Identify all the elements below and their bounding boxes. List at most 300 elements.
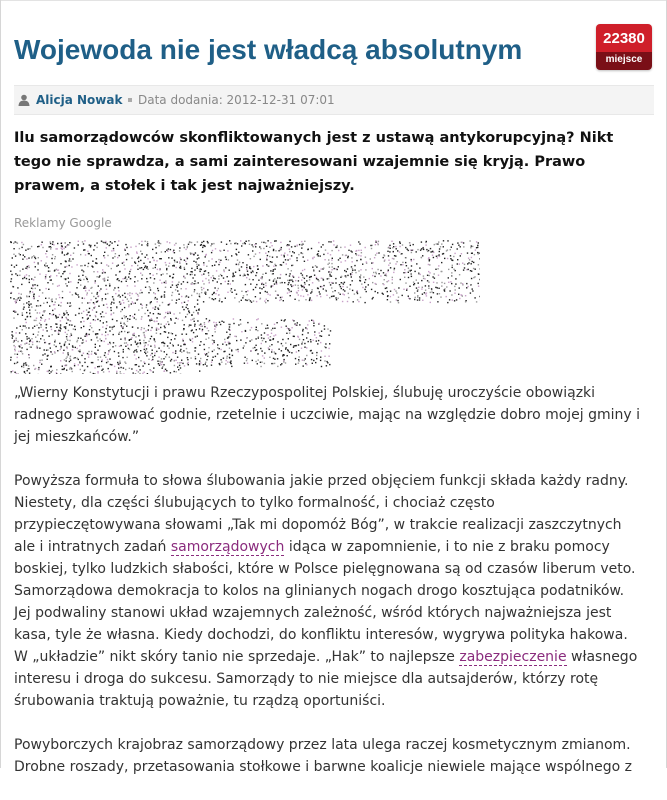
ad-noise-dot xyxy=(405,272,406,273)
ad-noise-dot xyxy=(104,272,105,273)
ad-noise-dot xyxy=(452,299,453,300)
ad-noise-dot xyxy=(135,364,136,365)
ad-noise-dot xyxy=(96,293,97,294)
ad-noise-dot xyxy=(410,273,411,274)
ad-noise-dot xyxy=(296,292,297,293)
ad-noise-dot xyxy=(68,314,69,315)
ad-noise-dot xyxy=(89,302,90,303)
ad-noise-dot xyxy=(114,351,115,352)
ad-noise-dot xyxy=(13,248,14,249)
ad-noise-dot xyxy=(31,246,32,247)
ad-noise-dot xyxy=(92,309,93,310)
ad-noise-dot xyxy=(276,283,277,284)
ad-noise-dot xyxy=(298,277,299,278)
ad-noise-dot xyxy=(144,372,145,373)
ad-noise-dot xyxy=(197,258,198,259)
ad-noise-dot xyxy=(32,284,33,285)
keyword-link-zabezpieczenie[interactable]: zabezpieczenie xyxy=(459,649,566,666)
ad-noise-dot xyxy=(22,259,23,260)
ad-noise-dot xyxy=(144,267,145,268)
ad-noise-dot xyxy=(178,344,179,345)
ad-noise-dot xyxy=(186,307,187,308)
ad-noise-dot xyxy=(319,293,320,294)
ad-noise-dot xyxy=(250,329,251,330)
ad-noise-dot xyxy=(34,277,35,278)
ad-noise-dot xyxy=(463,269,464,270)
ad-noise-dot xyxy=(456,299,457,300)
ad-noise-dot xyxy=(427,280,428,281)
ad-noise-dot xyxy=(441,285,442,286)
ad-noise-dot xyxy=(28,265,29,266)
ad-noise-dot xyxy=(163,364,164,365)
ad-noise-dot xyxy=(278,250,279,251)
ad-noise-dot xyxy=(169,242,170,243)
keyword-link-samorzadowych[interactable]: samorządowych xyxy=(171,539,285,556)
ad-noise-dot xyxy=(168,266,169,267)
ad-noise-dot xyxy=(82,297,83,298)
ad-noise-dot xyxy=(284,253,285,254)
ad-noise-dot xyxy=(459,298,460,299)
ad-noise-dot xyxy=(246,360,247,361)
ad-noise-dot xyxy=(41,242,42,243)
ad-noise-dot xyxy=(34,326,35,327)
ad-noise-dot xyxy=(144,337,145,338)
ad-noise-dot xyxy=(164,294,165,295)
ad-noise-dot xyxy=(282,339,283,340)
ad-noise-dot xyxy=(144,313,145,314)
ad-noise-dot xyxy=(42,335,43,336)
ad-noise-dot xyxy=(153,282,154,283)
ad-noise-dot xyxy=(260,366,261,367)
ad-noise-dot xyxy=(190,357,191,358)
ad-noise-dot xyxy=(29,341,30,342)
ad-noise-dot xyxy=(252,250,253,251)
ad-noise-dot xyxy=(19,345,20,346)
ad-noise-dot xyxy=(236,340,237,341)
ad-noise-dot xyxy=(299,244,300,245)
ad-noise-dot xyxy=(117,362,118,363)
rank-badge[interactable] xyxy=(596,24,652,70)
ad-noise-dot xyxy=(150,346,151,347)
ad-noise-dot xyxy=(430,251,431,252)
ad-noise-dot xyxy=(38,264,39,265)
ad-noise-dot xyxy=(207,356,208,357)
ad-noise-dot xyxy=(91,293,92,294)
ad-noise-dot xyxy=(96,336,97,337)
ad-noise-dot xyxy=(328,271,329,272)
ad-noise-dot xyxy=(59,285,60,286)
ad-noise-dot xyxy=(184,269,185,270)
ad-noise-dot xyxy=(156,252,157,253)
ad-noise-dot xyxy=(52,262,53,263)
ad-noise-dot xyxy=(256,319,257,320)
ad-noise-dot xyxy=(473,262,474,263)
ad-noise-dot xyxy=(102,269,103,270)
ad-noise-dot xyxy=(405,247,406,248)
ad-noise-dot xyxy=(40,327,41,328)
ad-noise-dot xyxy=(144,342,145,343)
ad-noise-dot xyxy=(226,244,227,245)
ad-noise-dot xyxy=(410,250,411,251)
ad-noise-dot xyxy=(321,350,322,351)
ad-noise-dot xyxy=(246,358,247,359)
ad-noise-dot xyxy=(111,250,112,251)
ad-noise-dot xyxy=(13,311,14,312)
ad-noise-dot xyxy=(62,297,63,298)
ad-noise-dot xyxy=(134,333,135,334)
ad-noise-dot xyxy=(25,362,26,363)
ad-noise-dot xyxy=(25,250,26,251)
ad-noise-dot xyxy=(37,312,38,313)
ad-noise-dot xyxy=(197,268,198,269)
ad-noise-dot xyxy=(405,257,406,258)
ad-noise-dot xyxy=(292,319,293,320)
ad-noise-dot xyxy=(68,354,69,355)
ad-noise-dot xyxy=(193,254,194,255)
ad-noise-dot xyxy=(265,282,266,283)
ad-noise-dot xyxy=(173,345,174,346)
oath-quote: „Wierny Konstytucji i prawu Rzeczypospolitej Polskiej, ślubuję uroczyście obowiązki radnego sprawować godnie, rzetelnie i uczciwie, mając na względzie dobro mojej gminy i jej mieszkańców.” xyxy=(14,382,644,448)
ad-noise-dot xyxy=(114,366,115,367)
ad-noise-dot xyxy=(372,297,373,298)
ad-noise-dot xyxy=(329,263,330,264)
ad-noise-dot xyxy=(57,286,58,287)
ad-noise-dot xyxy=(221,301,222,302)
ad-noise-dot xyxy=(138,371,139,372)
ad-noise-dot xyxy=(196,336,197,337)
ad-noise-dot xyxy=(277,341,278,342)
ad-noise-dot xyxy=(70,305,71,306)
ad-noise-dot xyxy=(272,285,273,286)
ad-noise-dot xyxy=(83,342,84,343)
ad-noise-dot xyxy=(66,334,67,335)
ad-noise-dot xyxy=(232,276,233,277)
ad-noise-dot xyxy=(22,353,23,354)
ad-noise-dot xyxy=(474,276,475,277)
ad-noise-dot xyxy=(454,293,455,294)
ad-noise-dot xyxy=(276,256,277,257)
ad-noise-dot xyxy=(94,282,95,283)
ad-noise-dot xyxy=(177,284,178,285)
body-paragraph: Powyborczych krajobraz samorządowy przez lata ulega raczej kosmetycznym zmianom. Drobne roszady, przetasowania stołkowe i barwne koalicje niewiele mające wspólnego z xyxy=(14,734,644,778)
ad-noise-dot xyxy=(109,285,110,286)
ad-noise-dot xyxy=(159,280,160,281)
ad-noise-dot xyxy=(410,245,411,246)
ad-noise-dot xyxy=(289,352,290,353)
ad-noise-dot xyxy=(291,246,292,247)
ad-noise-dot xyxy=(451,283,452,284)
ad-noise-dot xyxy=(255,296,256,297)
ad-noise-dot xyxy=(284,256,285,257)
ad-noise-dot xyxy=(23,307,24,308)
ad-noise-dot xyxy=(155,267,156,268)
ad-noise-dot xyxy=(108,265,109,266)
ad-noise-dot xyxy=(359,280,360,281)
ad-noise-dot xyxy=(206,353,207,354)
ad-noise-dot xyxy=(161,351,162,352)
ad-noise-dot xyxy=(101,300,102,301)
ad-noise-dot xyxy=(404,269,405,270)
ad-noise-dot xyxy=(23,363,24,364)
ad-noise-dot xyxy=(174,371,175,372)
ad-noise-dot xyxy=(307,324,308,325)
ad-noise-dot xyxy=(219,300,220,301)
ad-noise-dot xyxy=(194,350,195,351)
ad-noise-dot xyxy=(166,354,167,355)
ad-noise-dot xyxy=(22,329,23,330)
ad-noise-dot xyxy=(198,257,199,258)
ad-noise-dot xyxy=(139,243,140,244)
ad-noise-dot xyxy=(207,242,208,243)
ad-noise-dot xyxy=(29,309,30,310)
ad-noise-dot xyxy=(344,290,345,291)
text-run: idąca w zapomnienie, i to nie z braku pomocy boskiej, tylko ludzkich słabości, które w Polsce pielęgnowana są od czasów liberum veto. Samorządowa demokracja to kolos na glinianych nogach drogo kosztująca podatników. Jej podwaliny stanowi układ wzajemnych zależność, wśród których najważniejsza jest kasa, tyle że własna. Kiedy dochodzi, do konfliktu interesów, wygrywa polityka hakowa. W „układzie” nikt skóry tanio nie sprzedaje. „Hak” to najlepsze xyxy=(14,539,635,665)
ad-noise-dot xyxy=(179,247,180,248)
ad-noise-dot xyxy=(455,283,456,284)
ad-noise-dot xyxy=(113,342,114,343)
ad-noise-dot xyxy=(328,348,329,349)
ad-noise-dot xyxy=(66,254,67,255)
ad-noise-dot xyxy=(56,275,57,276)
ad-noise-dot xyxy=(154,298,155,299)
ad-noise-dot xyxy=(105,338,106,339)
ad-noise-dot xyxy=(41,260,42,261)
ad-noise-dot xyxy=(74,326,75,327)
ad-noise-dot xyxy=(290,295,291,296)
ad-noise-dot xyxy=(136,344,137,345)
ad-noise-dot xyxy=(440,296,441,297)
ad-noise-dot xyxy=(281,343,282,344)
ad-noise-dot xyxy=(273,335,274,336)
ad-noise-dot xyxy=(65,278,66,279)
ad-noise-dot xyxy=(189,312,190,313)
ad-noise-dot xyxy=(212,275,213,276)
ad-noise-dot xyxy=(347,257,348,258)
ad-noise-dot xyxy=(437,243,438,244)
ad-noise-dot xyxy=(258,318,259,319)
ad-noise-dot xyxy=(107,293,108,294)
ad-noise-dot xyxy=(392,258,393,259)
ad-noise-dot xyxy=(112,328,113,329)
ad-noise-dot xyxy=(389,245,390,246)
ad-noise-dot xyxy=(181,283,182,284)
ad-noise-dot xyxy=(453,269,454,270)
ad-noise-dot xyxy=(345,260,346,261)
ad-noise-dot xyxy=(208,347,209,348)
ad-noise-dot xyxy=(472,253,473,254)
ad-noise-dot xyxy=(195,283,196,284)
ad-noise-dot xyxy=(111,303,112,304)
ad-noise-dot xyxy=(469,259,470,260)
ad-noise-dot xyxy=(214,324,215,325)
ad-noise-dot xyxy=(97,340,98,341)
ad-noise-dot xyxy=(271,349,272,350)
ad-noise-dot xyxy=(10,297,11,298)
ad-noise-dot xyxy=(124,315,125,316)
ad-noise-dot xyxy=(33,296,34,297)
ad-noise-dot xyxy=(162,273,163,274)
ad-noise-dot xyxy=(274,240,275,241)
ad-noise-dot xyxy=(105,357,106,358)
ad-noise-dot xyxy=(305,327,306,328)
ad-noise-dot xyxy=(151,360,152,361)
ad-noise-dot xyxy=(429,275,430,276)
ad-noise-dot xyxy=(311,248,312,249)
ad-noise-dot xyxy=(135,319,136,320)
ad-noise-dot xyxy=(122,318,123,319)
ad-noise-dot xyxy=(66,266,67,267)
ad-noise-dot xyxy=(185,316,186,317)
ad-noise-dot xyxy=(284,320,285,321)
ad-noise-dot xyxy=(347,301,348,302)
ad-noise-dot xyxy=(175,353,176,354)
ad-noise-dot xyxy=(170,312,171,313)
ad-noise-dot xyxy=(76,287,77,288)
ad-noise-dot xyxy=(197,303,198,304)
ad-noise-dot xyxy=(104,355,105,356)
ad-noise-dot xyxy=(223,277,224,278)
ad-noise-dot xyxy=(41,244,42,245)
ad-noise-dot xyxy=(93,319,94,320)
ad-noise-dot xyxy=(391,241,392,242)
ad-noise-dot xyxy=(42,247,43,248)
ad-noise-dot xyxy=(115,293,116,294)
ad-noise-dot xyxy=(331,282,332,283)
ad-noise-dot xyxy=(106,289,107,290)
ad-noise-dot xyxy=(462,295,463,296)
ad-noise-dot xyxy=(234,243,235,244)
ad-noise-dot xyxy=(166,324,167,325)
ad-noise-dot xyxy=(249,266,250,267)
ad-noise-dot xyxy=(212,250,213,251)
ad-noise-dot xyxy=(263,248,264,249)
ad-noise-dot xyxy=(202,326,203,327)
ad-noise-dot xyxy=(145,265,146,266)
ad-noise-dot xyxy=(55,346,56,347)
ad-noise-dot xyxy=(187,273,188,274)
ad-noise-dot xyxy=(182,363,183,364)
ad-noise-dot xyxy=(127,298,128,299)
ad-noise-dot xyxy=(283,359,284,360)
author-link[interactable]: Alicja Nowak xyxy=(36,86,122,114)
ad-noise-dot xyxy=(144,363,145,364)
ad-noise-dot xyxy=(291,286,292,287)
ad-noise-dot xyxy=(87,292,88,293)
ad-noise-dot xyxy=(161,342,162,343)
ad-noise-dot xyxy=(459,263,460,264)
ad-noise-dot xyxy=(401,253,402,254)
ad-noise-dot xyxy=(50,243,51,244)
ad-noise-dot xyxy=(423,278,424,279)
ad-noise-dot xyxy=(155,341,156,342)
ad-noise-dot xyxy=(156,351,157,352)
ad-noise-dot xyxy=(388,265,389,266)
ad-noise-dot xyxy=(418,282,419,283)
ad-noise-dot xyxy=(134,354,135,355)
ad-noise-dot xyxy=(409,286,410,287)
ad-noise-dot xyxy=(348,256,349,257)
ad-noise-dot xyxy=(193,332,194,333)
ad-noise-dot xyxy=(348,250,349,251)
ad-noise-dot xyxy=(294,252,295,253)
ad-noise-dot xyxy=(258,359,259,360)
ad-noise-dot xyxy=(127,344,128,345)
ad-noise-dot xyxy=(97,366,98,367)
ad-noise-dot xyxy=(120,367,121,368)
ad-noise-dot xyxy=(37,269,38,270)
ad-noise-dot xyxy=(146,307,147,308)
ad-noise-dot xyxy=(304,241,305,242)
ad-noise-dot xyxy=(27,368,28,369)
ad-noise-dot xyxy=(165,287,166,288)
ad-noise-dot xyxy=(140,304,141,305)
ad-noise-dot xyxy=(390,296,391,297)
ad-noise-dot xyxy=(29,344,30,345)
ad-noise-dot xyxy=(225,342,226,343)
ad-noise-dot xyxy=(39,348,40,349)
ad-noise-dot xyxy=(418,272,419,273)
ad-noise-dot xyxy=(45,276,46,277)
ad-noise-dot xyxy=(34,284,35,285)
ad-noise-dot xyxy=(38,327,39,328)
ad-noise-dot xyxy=(322,244,323,245)
ad-noise-dot xyxy=(185,288,186,289)
ad-noise-dot xyxy=(377,292,378,293)
ad-noise-dot xyxy=(264,332,265,333)
ad-noise-dot xyxy=(191,295,192,296)
ad-noise-dot xyxy=(209,282,210,283)
ad-noise-dot xyxy=(266,292,267,293)
ad-noise-dot xyxy=(464,267,465,268)
ad-noise-dot xyxy=(361,250,362,251)
ad-noise-dot xyxy=(131,368,132,369)
ad-noise-dot xyxy=(460,255,461,256)
ad-noise-dot xyxy=(285,347,286,348)
ad-noise-dot xyxy=(33,255,34,256)
ad-noise-dot xyxy=(319,291,320,292)
ad-noise-dot xyxy=(174,365,175,366)
ad-noise-dot xyxy=(137,265,138,266)
ad-noise-dot xyxy=(78,364,79,365)
ad-noise-dot xyxy=(279,300,280,301)
ad-noise-dot xyxy=(402,295,403,296)
ad-noise-dot xyxy=(66,317,67,318)
ad-noise-dot xyxy=(193,312,194,313)
ad-noise-dot xyxy=(471,271,472,272)
ad-noise-dot xyxy=(270,336,271,337)
ad-noise-dot xyxy=(30,340,31,341)
ad-noise-dot xyxy=(40,324,41,325)
ad-noise-dot xyxy=(20,326,21,327)
ad-noise-dot xyxy=(62,249,63,250)
ad-noise-dot xyxy=(184,260,185,261)
ad-noise-dot xyxy=(243,275,244,276)
ad-noise-dot xyxy=(298,300,299,301)
ad-noise-dot xyxy=(17,300,18,301)
ad-noise-dot xyxy=(240,240,241,241)
ad-noise-dot xyxy=(39,341,40,342)
ad-noise-dot xyxy=(330,330,331,331)
ad-noise-dot xyxy=(444,290,445,291)
ad-noise-dot xyxy=(212,294,213,295)
ad-noise-dot xyxy=(165,356,166,357)
ad-noise-dot xyxy=(452,260,453,261)
ad-noise-dot xyxy=(141,253,142,254)
ad-block[interactable] xyxy=(10,240,480,374)
ad-noise-dot xyxy=(118,334,119,335)
ad-noise-dot xyxy=(289,251,290,252)
ad-noise-dot xyxy=(223,269,224,270)
